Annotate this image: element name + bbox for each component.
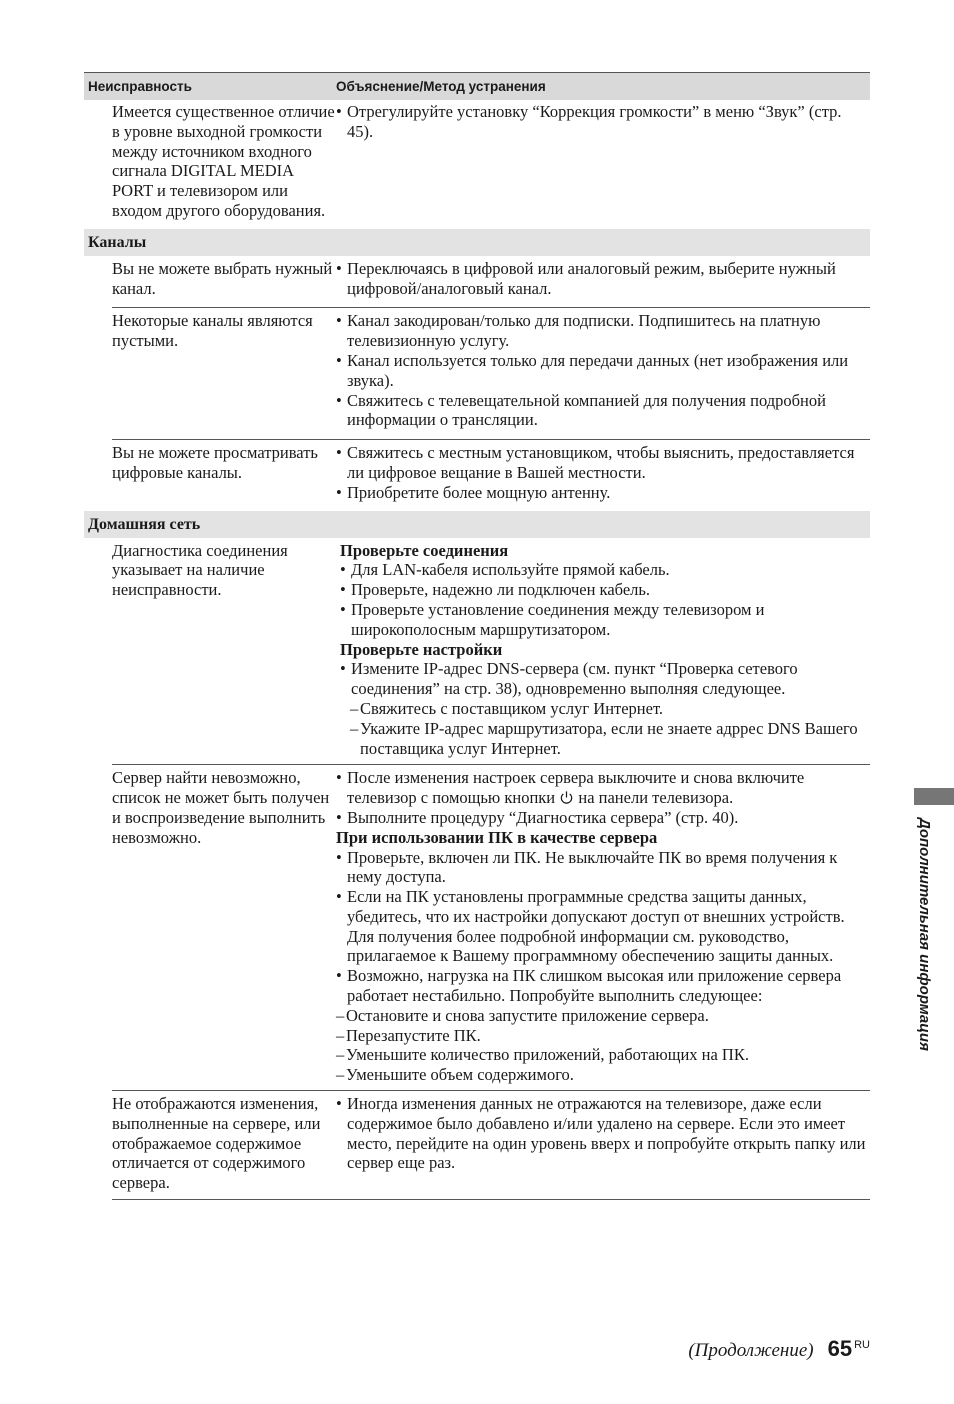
problem-text: Сервер найти невозможно, список не может быть получен и воспроизведение выполнить невозможно. bbox=[112, 768, 330, 847]
page-footer bbox=[688, 1336, 870, 1362]
column-header-problem: Неисправность bbox=[88, 79, 192, 94]
bullet-item: • Свяжитесь с местным установщиком, чтобы выяснить, предоставляется ли цифровое вещание в Вашей местности. bbox=[336, 443, 855, 482]
page-number: 65 bbox=[827, 1336, 853, 1361]
solution-cell bbox=[336, 311, 870, 430]
problem-text: Некоторые каналы являются пустыми. bbox=[112, 311, 313, 351]
bullet-item: • Проверьте, включен ли ПК. Не выключайте ПК во время получения к нему доступа. bbox=[336, 847, 838, 887]
bullet-item: • Отрегулируйте установку “Коррекция громкости” в меню “Звук” (стр. 45). bbox=[336, 102, 842, 141]
column-header-solution: Объяснение/Метод устранения bbox=[336, 79, 546, 94]
solution-cell bbox=[336, 1094, 870, 1193]
section-title-home-network: Домашняя сеть bbox=[84, 511, 870, 538]
bullet-item: • Свяжитесь с телевещательной компанией для получения подробной информации о трансляции. bbox=[336, 390, 826, 430]
table-header bbox=[84, 72, 870, 100]
dash-item: – Перезапустите ПК. bbox=[336, 1025, 481, 1045]
subheading: Проверьте соединения bbox=[340, 540, 509, 560]
table-row bbox=[112, 538, 870, 765]
bullet-item: • Переключаясь в цифровой или аналоговый режим, выберите нужный цифровой/аналоговый канал. bbox=[336, 258, 836, 298]
subheading: При использовании ПК в качестве сервера bbox=[336, 827, 658, 847]
table-row bbox=[112, 256, 870, 308]
solution-cell bbox=[336, 541, 870, 759]
bullet-item: • Иногда изменения данных не отражаются на телевизоре, даже если содержимое было добавлено и/или удалено на сервере. Если это имеет место, перейдите на один уровень вверх и попробуйте открыть папку или сервер еще раз. bbox=[336, 1094, 866, 1173]
dash-item: – Уменьшите объем содержимого. bbox=[336, 1065, 574, 1085]
table-row bbox=[112, 1090, 870, 1200]
table-row bbox=[112, 307, 870, 439]
subheading: Проверьте настройки bbox=[340, 639, 503, 659]
bullet-item: • Возможно, нагрузка на ПК слишком высокая или приложение сервера работает нестабильно. Попробуйте выполнить следующее: bbox=[336, 966, 842, 1006]
bullet-item: • Канал используется только для передачи данных (нет изображения или звука). bbox=[336, 350, 849, 390]
table-row bbox=[112, 100, 870, 229]
troubleshooting-table bbox=[84, 72, 870, 1200]
power-icon bbox=[559, 790, 574, 805]
continued-label: (Продолжение) bbox=[688, 1340, 814, 1361]
language-code: RU bbox=[854, 1339, 870, 1351]
bullet-item: • После изменения настроек сервера выключите и снова включите телевизор с помощью кнопки на панели телевизора. bbox=[336, 768, 805, 808]
problem-text: Вы не можете просматривать цифровые каналы. bbox=[112, 443, 318, 482]
solution-cell bbox=[336, 102, 870, 221]
bullet-item: • Канал закодирован/только для подписки. Подпишитесь на платную телевизионную услугу. bbox=[336, 311, 821, 351]
problem-text: Имеется существенное отличие в уровне выходной громкости между источником входного сигнала DIGITAL MEDIA PORT и телевизором или входом другого оборудования. bbox=[112, 102, 335, 220]
dash-item: – Остановите и снова запустите приложение сервера. bbox=[336, 1005, 709, 1025]
problem-text: Вы не можете выбрать нужный канал. bbox=[112, 258, 333, 298]
bullet-item: • Приобретите более мощную антенну. bbox=[336, 482, 611, 502]
problem-text: Диагностика соединения указывает на наличие неисправности. bbox=[112, 540, 288, 600]
solution-cell bbox=[336, 259, 870, 299]
dash-item: – Свяжитесь с поставщиком услуг Интернет. bbox=[350, 698, 664, 718]
side-tab-label: Дополнительная информация bbox=[916, 818, 933, 1051]
dash-item: – Уменьшите количество приложений, работающих на ПК. bbox=[336, 1045, 749, 1065]
dash-item: – Укажите IP-адрес маршрутизатора, если не знаете адррес DNS Вашего поставщика услуг Интернет. bbox=[350, 718, 858, 758]
problem-text: Не отображаются изменения, выполненные на сервере, или отображаемое содержимое отличается от содержимого сервера. bbox=[112, 1094, 321, 1193]
table-row bbox=[112, 439, 870, 510]
bullet-item: • Если на ПК установлены программные средства защиты данных, убедитесь, что их настройки допускают доступ от внешних устройств. Для получения более подробной информации см. руководство, прилагаемое к Вашему программному обеспечению защиты данных. bbox=[336, 887, 845, 966]
section-title-channels: Каналы bbox=[84, 229, 870, 256]
bullet-item: • Для LAN-кабеля используйте прямой кабель. bbox=[340, 560, 670, 580]
bullet-item: • Проверьте установление соединения между телевизором и широкополосным маршрутизатором. bbox=[340, 599, 765, 639]
solution-cell bbox=[336, 768, 870, 1085]
solution-cell bbox=[336, 443, 870, 502]
bullet-item: • Измените IP-адрес DNS-сервера (см. пункт “Проверка сетевого соединения” на стр. 38), одновременно выполняя следующее. bbox=[340, 659, 798, 699]
bullet-item: • Выполните процедуру “Диагностика сервера” (стр. 40). bbox=[336, 807, 739, 827]
table-row bbox=[112, 764, 870, 1090]
bullet-item: • Проверьте, надежно ли подключен кабель. bbox=[340, 580, 651, 600]
side-tab-marker bbox=[914, 788, 954, 805]
